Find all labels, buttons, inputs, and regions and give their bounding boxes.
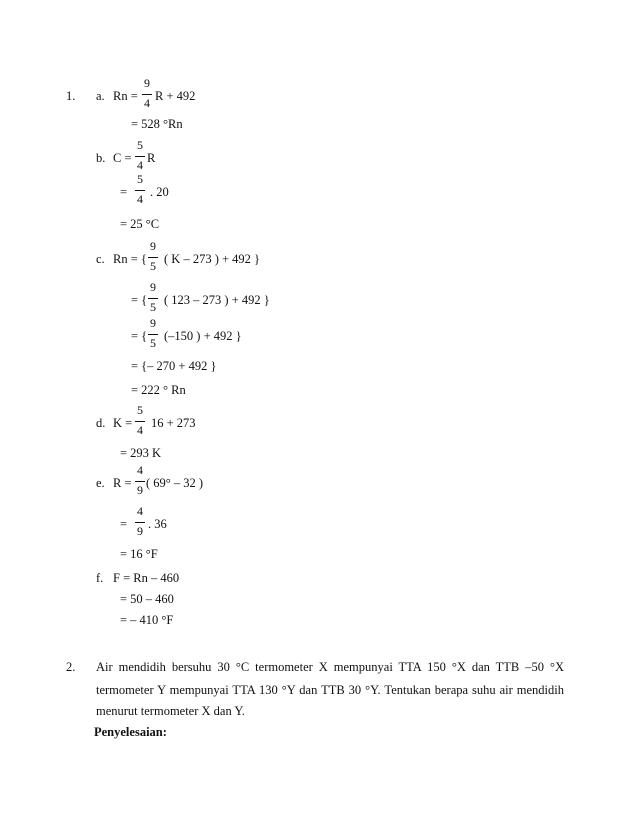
part-e-line1-lhs: R = [113, 476, 132, 490]
question-1-number: 1. [66, 89, 76, 103]
fraction-bar [135, 522, 145, 523]
part-f-line2: = 50 – 460 [120, 592, 174, 606]
fraction-denominator: 4 [144, 96, 150, 110]
question-2-line2: termometer Y mempunyai TTA 130 °Y dan TTB 30 °Y. Tentukan berapa suhu air mendidih [96, 683, 564, 697]
part-c-line2-lhs: = { [131, 293, 148, 307]
part-b-label: b. [96, 151, 106, 165]
question-2-line1: Air mendidih bersuhu 30 °C termometer X mempunyai TTA 150 °X dan TTB –50 °X [96, 660, 564, 674]
part-c-line2-rhs: ( 123 – 273 ) + 492 } [164, 293, 270, 307]
part-f-label: f. [96, 571, 104, 585]
fraction-denominator: 4 [137, 192, 143, 206]
part-d-line1-lhs: K = [113, 416, 133, 430]
fraction-denominator: 5 [150, 259, 156, 273]
part-b-line2-rhs: . 20 [150, 185, 169, 199]
fraction-numerator: 5 [137, 403, 143, 417]
part-b-line1-rhs: R [147, 151, 156, 165]
fraction-bar [135, 156, 145, 157]
fraction-denominator: 4 [137, 158, 143, 172]
question-2-line3: menurut termometer X dan Y. [96, 704, 245, 718]
part-a-line1-rhs: R + 492 [155, 89, 196, 103]
part-b-line1-lhs: C = [113, 151, 132, 165]
fraction-numerator: 5 [137, 172, 143, 186]
fraction-bar [135, 190, 145, 191]
part-c-line3-rhs: (–150 ) + 492 } [164, 329, 242, 343]
fraction-bar [148, 257, 158, 258]
fraction-numerator: 9 [150, 280, 156, 294]
part-a-line2: = 528 °Rn [131, 117, 183, 131]
fraction-numerator: 4 [137, 463, 143, 477]
fraction-numerator: 4 [137, 504, 143, 518]
fraction-numerator: 9 [150, 316, 156, 330]
part-f-line1: F = Rn – 460 [113, 571, 180, 585]
part-b-line3: = 25 °C [120, 217, 160, 231]
question-2-number: 2. [66, 660, 76, 674]
fraction-bar [142, 94, 152, 95]
fraction-denominator: 5 [150, 300, 156, 314]
part-c-line4: = {– 270 + 492 } [131, 359, 217, 373]
fraction-bar [148, 334, 158, 335]
fraction-numerator: 5 [137, 138, 143, 152]
fraction-bar [135, 481, 145, 482]
part-e-line3: = 16 °F [120, 547, 158, 561]
part-e-line2-lhs: = [120, 517, 128, 531]
fraction-bar [135, 421, 145, 422]
fraction-denominator: 9 [137, 483, 143, 497]
part-a-label: a. [96, 89, 105, 103]
part-c-line1-rhs: ( K – 273 ) + 492 } [164, 252, 261, 266]
part-c-line1-lhs: Rn = { [113, 252, 147, 266]
part-d-label: d. [96, 416, 106, 430]
part-c-label: c. [96, 252, 105, 266]
part-a-line1-lhs: Rn = [113, 89, 138, 103]
part-e-label: e. [96, 476, 105, 490]
fraction-denominator: 9 [137, 524, 143, 538]
part-d-line2: = 293 K [120, 446, 162, 460]
part-c-line3-lhs: = { [131, 329, 148, 343]
part-b-line2-lhs: = [120, 185, 128, 199]
part-e-line2-rhs: . 36 [148, 517, 167, 531]
fraction-numerator: 9 [144, 76, 150, 90]
fraction-numerator: 9 [150, 239, 156, 253]
part-d-line1-rhs: 16 + 273 [151, 416, 196, 430]
part-c-line5: = 222 ° Rn [131, 383, 186, 397]
fraction-bar [148, 298, 158, 299]
fraction-denominator: 5 [150, 336, 156, 350]
fraction-denominator: 4 [137, 423, 143, 437]
part-f-line3: = – 410 °F [120, 613, 174, 627]
solution-heading: Penyelesaian: [94, 725, 167, 739]
part-e-line1-rhs: ( 69° – 32 ) [146, 476, 204, 490]
